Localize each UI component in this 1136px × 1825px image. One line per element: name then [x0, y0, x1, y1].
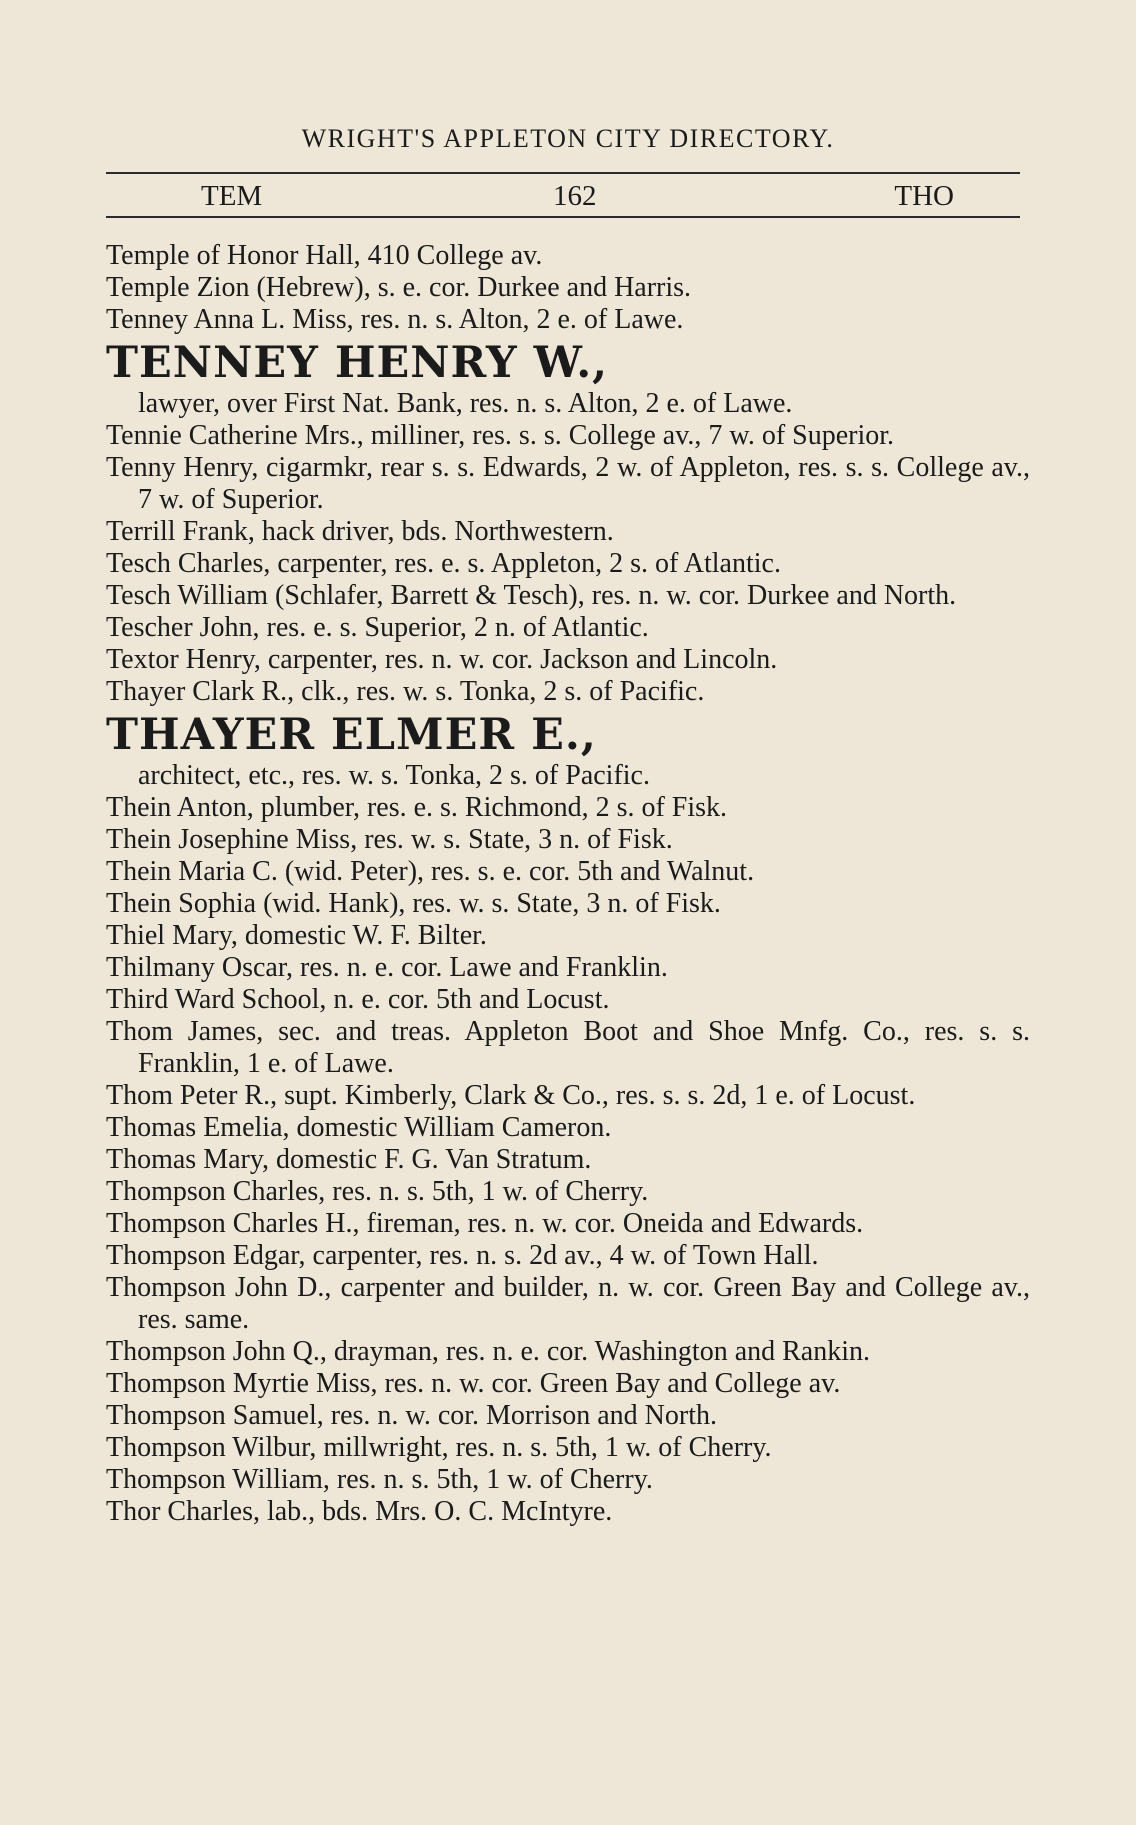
directory-entry: Thomas Emelia, domestic William Cameron. [106, 1112, 612, 1143]
bold-directory-entry [106, 710, 1030, 792]
directory-entry: Tescher John, res. e. s. Superior, 2 n. of Atlantic. [106, 612, 649, 643]
directory-entry: Tesch Charles, carpenter, res. e. s. Appleton, 2 s. of Atlantic. [106, 548, 781, 579]
guide-word-left: TEM [201, 180, 263, 212]
directory-entry: Thompson Edgar, carpenter, res. n. s. 2d av., 4 w. of Town Hall. [106, 1240, 819, 1271]
directory-title: WRIGHT'S APPLETON CITY DIRECTORY. [301, 124, 835, 153]
header-rule-top [106, 172, 1020, 174]
directory-entry: Thompson Myrtie Miss, res. n. w. cor. Green Bay and College av. [106, 1368, 841, 1399]
directory-entry: Thein Josephine Miss, res. w. s. State, 3 n. of Fisk. [106, 824, 673, 855]
bold-directory-entry [106, 338, 1030, 420]
directory-entries [106, 240, 1030, 1528]
directory-entry: Thayer Clark R., clk., res. w. s. Tonka, 2 s. of Pacific. [106, 676, 705, 707]
directory-entry: Terrill Frank, hack driver, bds. Northwestern. [106, 516, 614, 547]
directory-entry: Temple Zion (Hebrew), s. e. cor. Durkee and Harris. [106, 272, 692, 303]
directory-entry: Tenny Henry, cigarmkr, rear s. s. Edwards, 2 w. of Appleton, res. s. s. College av., 7 w. of Superior. [106, 452, 1030, 515]
directory-entry: Thom James, sec. and treas. Appleton Boot and Shoe Mnfg. Co., res. s. s. Franklin, 1 e. of Lawe. [106, 1016, 1030, 1079]
directory-entry: Thompson John D., carpenter and builder, n. w. cor. Green Bay and College av., res. same. [106, 1272, 1030, 1335]
directory-entry: Thor Charles, lab., bds. Mrs. O. C. McIntyre. [106, 1496, 613, 1527]
directory-entry: Thiel Mary, domestic W. F. Bilter. [106, 920, 487, 951]
directory-entry: Thein Anton, plumber, res. e. s. Richmond, 2 s. of Fisk. [106, 792, 728, 823]
page-number: 162 [553, 180, 597, 212]
directory-entry: Tesch William (Schlafer, Barrett & Tesch), res. n. w. cor. Durkee and North. [106, 580, 957, 611]
directory-entry: Temple of Honor Hall, 410 College av. [106, 240, 543, 271]
directory-entry: Thein Sophia (wid. Hank), res. w. s. State, 3 n. of Fisk. [106, 888, 721, 919]
directory-entry: Thilmany Oscar, res. n. e. cor. Lawe and Franklin. [106, 952, 668, 983]
guide-row [106, 180, 1020, 214]
directory-entry: Thein Maria C. (wid. Peter), res. s. e. cor. 5th and Walnut. [106, 856, 755, 887]
bold-entry-name: THAYER ELMER E., [106, 710, 597, 760]
directory-entry: Textor Henry, carpenter, res. n. w. cor. Jackson and Lincoln. [106, 644, 778, 675]
directory-entry: Thompson John Q., drayman, res. n. e. cor. Washington and Rankin. [106, 1336, 871, 1367]
directory-entry: Tenney Anna L. Miss, res. n. s. Alton, 2 e. of Lawe. [106, 304, 684, 335]
bold-entry-name: TENNEY HENRY W., [106, 338, 609, 388]
directory-entry: Thompson Samuel, res. n. w. cor. Morrison and North. [106, 1400, 717, 1431]
directory-entry: Thompson Charles H., fireman, res. n. w. cor. Oneida and Edwards. [106, 1208, 864, 1239]
header-rule-bottom [106, 216, 1020, 218]
bold-entry-detail: lawyer, over First Nat. Bank, res. n. s. Alton, 2 e. of Lawe. [138, 388, 793, 419]
directory-entry: Third Ward School, n. e. cor. 5th and Locust. [106, 984, 610, 1015]
bold-entry-detail: architect, etc., res. w. s. Tonka, 2 s. of Pacific. [138, 760, 650, 791]
guide-word-right: THO [894, 180, 954, 212]
directory-entry: Thompson Charles, res. n. s. 5th, 1 w. of Cherry. [106, 1176, 649, 1207]
directory-entry: Tennie Catherine Mrs., milliner, res. s. s. College av., 7 w. of Superior. [106, 420, 895, 451]
directory-entry: Thompson William, res. n. s. 5th, 1 w. of Cherry. [106, 1464, 653, 1495]
directory-entry: Thomas Mary, domestic F. G. Van Stratum. [106, 1144, 592, 1175]
directory-entry: Thompson Wilbur, millwright, res. n. s. 5th, 1 w. of Cherry. [106, 1432, 772, 1463]
directory-entry: Thom Peter R., supt. Kimberly, Clark & Co., res. s. s. 2d, 1 e. of Locust. [106, 1080, 916, 1111]
